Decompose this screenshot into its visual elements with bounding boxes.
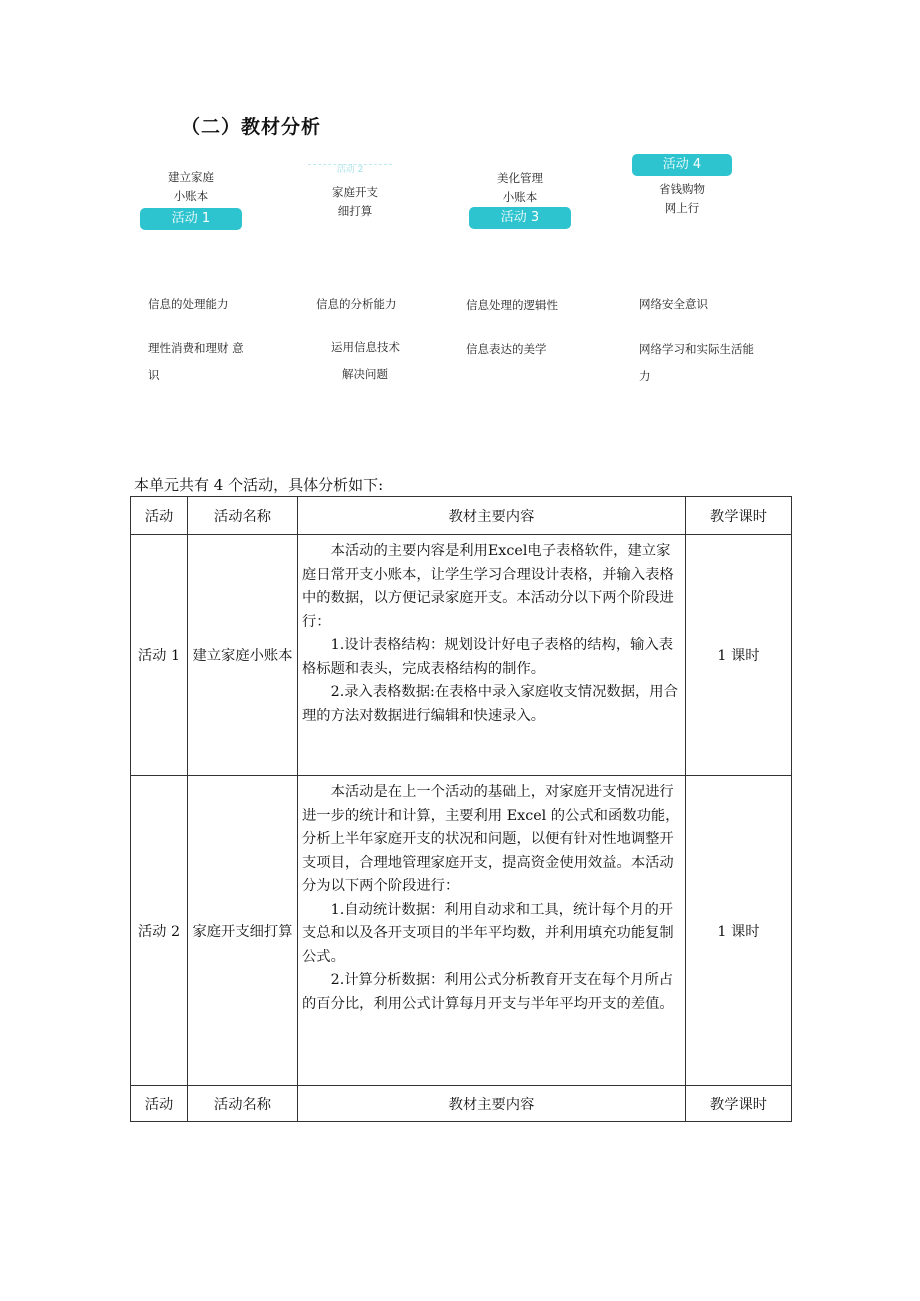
capability-2-3: 解决问题 <box>342 367 388 381</box>
activity-3-label <box>469 169 571 207</box>
table-row <box>131 535 792 776</box>
activity-4-badge: 活动 4 <box>632 154 732 176</box>
capability-3-2: 信息表达的美学 <box>466 342 547 356</box>
row-1-activity: 活动 1 <box>131 535 188 776</box>
activity-4-label-line-1: 省钱购物 <box>659 182 705 196</box>
activity-2-label <box>304 183 406 221</box>
row-2-hours: 1 课时 <box>686 776 792 1086</box>
activity-1-label-line-1: 建立家庭 <box>168 170 214 184</box>
row-1-hours: 1 课时 <box>686 535 792 776</box>
row-2-paragraph-2: 1.自动统计数据：利用自动求和工具，统计每个月的开支总和以及各开支项目的半年平均数，并利用填充功能复制公式。 <box>302 901 674 965</box>
section-title: （二）教材分析 <box>181 116 322 138</box>
header-activity-name: 活动名称 <box>188 497 298 535</box>
capability-4-1: 网络安全意识 <box>639 297 708 311</box>
row-1-paragraph-3: 2.录入表格数据:在表格中录入家庭收支情况数据，用合理的方法对数据进行编辑和快速录入。 <box>302 684 678 724</box>
capability-2-1: 信息的分析能力 <box>316 297 397 311</box>
capability-1-2: 理性消费和理财 意 <box>148 341 244 355</box>
row-2-paragraph-1: 本活动是在上一个活动的基础上，对家庭开支情况进行进一步的统计和计算，主要利用 Excel 的公式和函数功能，分析上半年家庭开支的状况和问题，以便有针对性地调整开支项目，合理地管理家庭开支，提高资金使用效益。本活动分为以下两个阶段进行： <box>302 784 680 894</box>
row-1-paragraph-2: 1.设计表格结构：规划设计好电子表格的结构，输入表格标题和表头，完成表格结构的制作。 <box>302 637 674 677</box>
row-1-paragraph-1: 本活动的主要内容是利用Excel电子表格软件，建立家庭日常开支小账本，让学生学习合理设计表格，并输入表格中的数据，以方便记录家庭开支。本活动分以下两个阶段进行： <box>302 543 674 630</box>
activity-2-badge: 活动 2 <box>308 164 392 175</box>
activity-3-label-line-1: 美化管理 <box>497 171 543 185</box>
capability-4-3: 力 <box>639 369 651 383</box>
activity-4-label <box>632 180 732 218</box>
activity-1-label-line-2: 小账本 <box>173 189 209 203</box>
footer-header-activity: 活动 <box>131 1086 188 1122</box>
footer-header-activity-name: 活动名称 <box>188 1086 298 1122</box>
header-hours: 教学课时 <box>686 497 792 535</box>
activity-3-label-line-2: 小账本 <box>502 190 538 204</box>
footer-header-hours: 教学课时 <box>686 1086 792 1122</box>
header-activity: 活动 <box>131 497 188 535</box>
activity-2-label-line-1: 家庭开支 <box>332 185 378 199</box>
capability-4-2: 网络学习和实际生活能 <box>639 342 754 356</box>
row-2-activity: 活动 2 <box>131 776 188 1086</box>
activity-1-badge: 活动 1 <box>140 208 242 230</box>
table-row <box>131 776 792 1086</box>
capability-3-1: 信息处理的逻辑性 <box>466 298 558 312</box>
table-header-row <box>131 497 792 535</box>
footer-header-content: 教材主要内容 <box>298 1086 686 1122</box>
capability-2-2: 运用信息技术 <box>331 340 400 354</box>
row-2-name: 家庭开支细打算 <box>188 776 298 1086</box>
analysis-table <box>130 496 792 1122</box>
activity-4-label-line-2: 网上行 <box>664 201 700 215</box>
row-1-name: 建立家庭小账本 <box>188 535 298 776</box>
capability-1-1: 信息的处理能力 <box>148 297 229 311</box>
row-2-paragraph-3: 2.计算分析数据：利用公式分析教育开支在每个月所占的百分比，利用公式计算每月开支与半年平均开支的差值。 <box>302 972 674 1012</box>
intro-text: 本单元共有 4 个活动，具体分析如下: <box>134 476 384 494</box>
activity-1-label <box>140 168 242 206</box>
table-footer-header-row <box>131 1086 792 1122</box>
activity-2-label-line-2: 细打算 <box>337 204 373 218</box>
capability-1-3: 识 <box>148 368 160 382</box>
activity-3-badge: 活动 3 <box>469 207 571 229</box>
row-2-content <box>298 776 686 1086</box>
header-content: 教材主要内容 <box>298 497 686 535</box>
row-1-content <box>298 535 686 776</box>
